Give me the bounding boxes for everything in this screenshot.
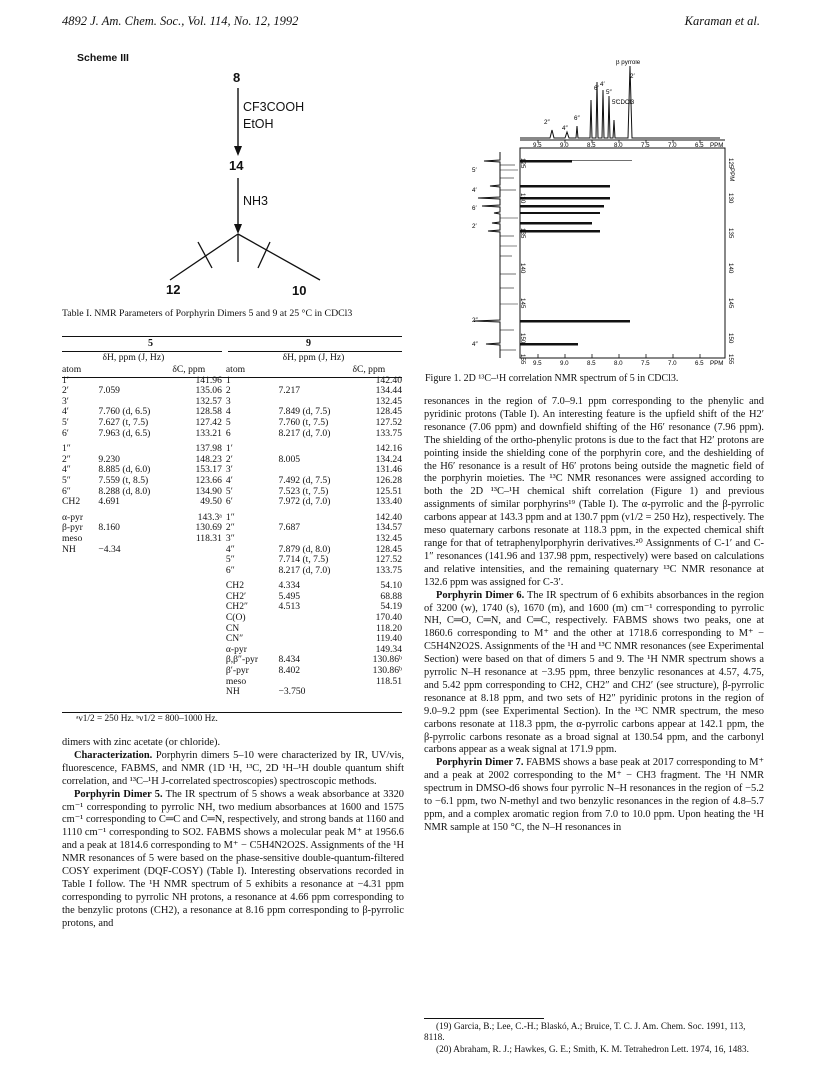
table-cell xyxy=(276,613,350,624)
table-cell xyxy=(60,645,96,656)
table-cell xyxy=(96,655,170,666)
scheme-number-mid: 14 xyxy=(229,158,244,173)
figure-y-tick-right: 150 xyxy=(727,333,734,344)
table-cell: 5″ xyxy=(225,554,235,566)
scheme-group: NH3 xyxy=(243,194,269,208)
table-cell: 4″ xyxy=(225,543,235,555)
scheme-number-right: 10 xyxy=(292,283,307,298)
table-cell: 5″ xyxy=(62,474,71,486)
scheme-reagent-2: EtOH xyxy=(243,117,274,131)
table-cell: 7.849 (d, 7.5) xyxy=(278,406,331,418)
table-cell xyxy=(170,687,224,698)
table-top-rule xyxy=(62,336,402,337)
figure-y-tick-right: 155 xyxy=(727,354,734,365)
left-p2-head: Characterization. xyxy=(74,749,153,761)
table-cell: 118.51 xyxy=(375,675,402,687)
figure-y-unit-right: PPM xyxy=(728,168,735,182)
table-cell: 49.50 xyxy=(200,496,222,508)
figure-x-tick-bottom: 9.0 xyxy=(560,360,569,365)
header-atom-9: atom xyxy=(225,364,246,375)
table-header-row xyxy=(60,353,404,376)
table-row xyxy=(60,566,404,577)
table-cell: 143.3ᵃ xyxy=(197,511,222,523)
header-dc-9: δC, ppm xyxy=(352,364,386,375)
table-cell: 118.20 xyxy=(375,622,402,634)
figure-x-tick-bottom: 8.5 xyxy=(587,360,596,365)
table-cell: 8.885 (d, 6.0) xyxy=(98,464,151,476)
table-cell: 130.86ᵇ xyxy=(372,654,402,666)
running-header-left: 4892 J. Am. Chem. Soc., Vol. 114, No. 12, 1992 xyxy=(62,14,299,28)
table-cell: 2″ xyxy=(62,453,71,465)
table-cell xyxy=(276,634,350,645)
scheme-branch-diagram xyxy=(150,230,340,290)
right-column-text xyxy=(424,396,764,835)
figure-label-beta-pyrrole: β pyrrole xyxy=(616,60,641,66)
figure-left-peak-label: 2″ xyxy=(472,317,478,324)
table-cell xyxy=(170,677,224,688)
figure-peak-label: 2′ xyxy=(630,73,635,80)
figure-x-tick-bottom: 8.0 xyxy=(614,360,623,365)
figure-y-tick-right: 125 xyxy=(727,158,734,169)
scheme-reagent-1: CF3COOH xyxy=(243,100,305,114)
figure-left-peak-label: 5′ xyxy=(472,167,477,174)
figure-peak-label: 5′ xyxy=(612,99,617,106)
table-cell: 8.434 xyxy=(278,654,301,666)
table-cell: 5′ xyxy=(225,485,233,497)
table-cell: CN″ xyxy=(225,633,244,645)
table-cell: 5′ xyxy=(62,416,69,428)
table-cell: 6″ xyxy=(225,564,235,576)
figure-2d-nmr-spectrum xyxy=(470,60,750,365)
table-cell: 2 xyxy=(225,385,231,397)
header-dh-9: δH, ppm (J, Hz) xyxy=(282,352,345,363)
table-cell: 2′ xyxy=(62,385,69,397)
table-cell: β-pyr xyxy=(62,522,83,534)
table-cell: 170.40 xyxy=(375,612,402,624)
table-cell xyxy=(60,602,96,613)
left-column-text xyxy=(62,737,404,931)
table-cell: 127.52 xyxy=(375,416,402,428)
table-cell: 6″ xyxy=(62,485,71,497)
table-cell: 128.58 xyxy=(195,406,222,418)
footnote-rule xyxy=(424,1018,544,1019)
table-cell xyxy=(276,534,350,545)
figure-peak-label: 2″ xyxy=(544,119,550,126)
table-cell xyxy=(96,602,170,613)
table-cell: −3.750 xyxy=(278,686,306,698)
table-cell xyxy=(60,677,96,688)
table-cell: 128.45 xyxy=(375,543,402,555)
table-cell: CH2″ xyxy=(225,601,249,613)
table-cell: 7.760 (t, 7.5) xyxy=(278,416,329,428)
table-cell: 149.34 xyxy=(375,643,402,655)
figure-x-tick-top: 7.5 xyxy=(641,142,650,149)
table-cell: 142.40 xyxy=(375,374,402,386)
table-cell: 135.06 xyxy=(195,385,222,397)
table-cell: 1 xyxy=(225,374,231,386)
figure-peak-label: 5″ xyxy=(606,89,612,96)
nmr-table xyxy=(60,353,404,698)
table-cell: 7.687 xyxy=(278,522,301,534)
right-p3-head: Porphyrin Dimer 7. xyxy=(436,757,524,769)
table-cell xyxy=(170,634,224,645)
table-cell: 8.160 xyxy=(98,522,120,534)
table-cell: meso xyxy=(225,675,247,687)
table-cell: 1″ xyxy=(62,443,71,455)
table-cell: 7.492 (d, 7.5) xyxy=(278,474,331,486)
table-cell: 125.51 xyxy=(375,485,402,497)
table-cell xyxy=(170,592,224,603)
cross-peaks xyxy=(520,160,632,346)
table-cell xyxy=(60,655,96,666)
table-cell: 7.559 (t, 8.5) xyxy=(98,474,149,486)
scheme-title: Scheme III xyxy=(77,52,129,64)
table-cell: 4′ xyxy=(225,474,233,486)
table-cell: 2″ xyxy=(225,522,235,534)
table-cell: −4.34 xyxy=(98,543,121,555)
table-cell xyxy=(60,687,96,698)
table-cell: 134.90 xyxy=(195,485,222,497)
table-cell xyxy=(96,555,170,566)
left-p3 xyxy=(62,789,404,931)
figure-y-tick-inner: 130 xyxy=(519,193,526,204)
table-cell: 4″ xyxy=(62,464,71,476)
figure-y-tick-right: 145 xyxy=(727,298,734,309)
table-cell xyxy=(96,613,170,624)
table-cell: 9.230 xyxy=(98,453,120,465)
table-cell xyxy=(60,566,96,577)
table-cell: 132.45 xyxy=(375,395,402,407)
table-cell: 133.40 xyxy=(375,496,402,508)
figure-peak-label: 4″ xyxy=(562,125,568,132)
figure-x-unit-top: PPM xyxy=(710,142,724,149)
header-dc-5: δC, ppm xyxy=(172,364,206,375)
table-cell xyxy=(60,592,96,603)
footnote-19: (19) Garcia, B.; Lee, C.-H.; Blaskó, A.; Bruice, T. C. J. Am. Chem. Soc. 1991, 113, 8118. xyxy=(424,1022,746,1044)
table-cell: 148.23 xyxy=(195,453,222,465)
right-p2-body: The IR spectrum of 6 exhibits absorbances in the region of 3200 (w), 1740 (s), 1670 (m), and 1600 (m) cm⁻¹ corresponding to pyrrolic NH, C═O, C═N, and C═C, respectively. FABMS shows two peaks, one at 1860.6 corresponding to M⁺ and the other at 1718.6 corresponding to M⁺ − C5H4N2O2S. Assignments of the ¹H and ¹³C NMR resonances (see Experimental Section) were based on that of dimers 5 and 9. The ¹H NMR spectrum shows a pyrrolic N–H resonance at −3.95 ppm, three benzylic resonances at 4.57, 4.75, and 5.42 ppm corresponding to CH2, CH2″ and CH2′ (see structure), β-pyrrolic resonance at 8.18 ppm, and two sets of H2″ pyridinic protons in the region of 9.0–9.2 ppm (see Experimental Section). In the ¹³C NMR spectrum, the meso carbons resonate at 118.3 ppm, the α-pyrrolic carbons appear at 142.1 ppm, the β-pyrrolic carbons resonate as a broad signal at 130.54 ppm, and the carbonyl carbons appear as a weak signal at 171.9 ppm. xyxy=(424,589,764,756)
figure-x-tick-bottom: 6.5 xyxy=(695,360,704,365)
right-p2 xyxy=(424,590,764,758)
table-cell: 8.402 xyxy=(278,665,301,677)
table-cell: 137.98 xyxy=(195,443,222,455)
figure-left-peak-label: 2′ xyxy=(472,223,477,230)
table-cell: 130.86ᵇ xyxy=(372,665,402,677)
figure-y-tick-right: 130 xyxy=(727,193,734,204)
figure-y-tick-right: 135 xyxy=(727,228,734,239)
scheme-number-top: 8 xyxy=(233,70,241,85)
table-cell: 5 xyxy=(225,416,231,428)
table-cell: β,β″-pyr xyxy=(225,654,259,666)
table-cell xyxy=(170,655,224,666)
scheme-number-left: 12 xyxy=(166,282,181,297)
table-cell: 68.88 xyxy=(380,590,402,602)
figure-x-tick-bottom: 7.5 xyxy=(641,360,650,365)
figure-peak-label: 4′ xyxy=(600,81,605,88)
table-cell: 54.19 xyxy=(380,601,402,613)
table-row xyxy=(60,476,404,487)
figure-x-tick-top: 9.0 xyxy=(560,142,569,149)
right-p3 xyxy=(424,757,764,834)
figure-y-tick-right: 140 xyxy=(727,263,734,274)
table-cell: CH2 xyxy=(62,496,81,508)
table-cell xyxy=(170,645,224,656)
table-cell xyxy=(60,624,96,635)
table-cell: 7.217 xyxy=(278,385,301,397)
figure-x-tick-top: 8.0 xyxy=(614,142,623,149)
table-cell: 6′ xyxy=(62,427,69,439)
table-cell xyxy=(96,581,170,592)
table-cell: 133.75 xyxy=(375,564,402,576)
table-cell: CN xyxy=(225,622,240,634)
table-cell: 54.10 xyxy=(380,580,402,592)
table-cell xyxy=(170,545,224,556)
table-cell xyxy=(96,534,170,545)
table-cell: 7.972 (d, 7.0) xyxy=(278,496,331,508)
table-cell: 134.44 xyxy=(375,385,402,397)
table-cell xyxy=(276,624,350,635)
table-cell: 7.627 (t, 7.5) xyxy=(98,416,149,428)
table-cell: 134.57 xyxy=(375,522,402,534)
table-cell: 126.28 xyxy=(375,474,402,486)
footnote-20: (20) Abraham, R. J.; Hawkes, G. E.; Smith, K. M. Tetrahedron Lett. 1974, 16, 1483. xyxy=(436,1045,749,1055)
table-cell: 5.495 xyxy=(278,590,301,602)
header-atom-5: atom xyxy=(62,364,82,375)
table-cell xyxy=(96,687,170,698)
table-cell: 6 xyxy=(225,427,231,439)
table-cell: 4.691 xyxy=(98,496,120,508)
left-p3-head: Porphyrin Dimer 5. xyxy=(74,788,163,800)
figure-y-tick-inner: 140 xyxy=(519,263,526,274)
table-cell: 1″ xyxy=(225,511,235,523)
table-cell xyxy=(170,581,224,592)
table-cell: 4′ xyxy=(62,406,69,418)
table-cell: meso xyxy=(62,532,83,544)
table-cell xyxy=(170,613,224,624)
left-p2-body: Porphyrin dimers 5–10 were characterized by IR, UV/vis, fluorescence, FABMS, and NMR (1D ¹H, ¹³C, 2D ¹H–¹H double quantum shift correlation, and ¹³C–¹H J-correlated spectroscopies) spectroscopic methods. xyxy=(62,749,404,787)
table-cell: 3′ xyxy=(62,395,69,407)
table-cell: 3′ xyxy=(225,464,233,476)
figure-x-unit-bottom: PPM xyxy=(710,360,724,365)
table-cell xyxy=(96,624,170,635)
figure-caption: Figure 1. 2D ¹³C–¹H correlation NMR spectrum of 5 in CDCl3. xyxy=(425,373,679,384)
table-cell xyxy=(170,566,224,577)
table-cell: CH2′ xyxy=(225,590,247,602)
table-cell: NH xyxy=(225,686,240,698)
table-cell: 132.45 xyxy=(375,532,402,544)
table-cell: 8.005 xyxy=(278,453,301,465)
figure-left-peak-label: 4′ xyxy=(472,187,477,194)
table-cell: 7.879 (d, 8.0) xyxy=(278,543,331,555)
table-cell: 133.75 xyxy=(375,427,402,439)
figure-peak-label: 6′ xyxy=(594,85,599,92)
table-cell: 142.16 xyxy=(375,443,402,455)
table-cell xyxy=(96,666,170,677)
table-cell: 8.217 (d, 7.0) xyxy=(278,564,331,576)
figure-y-tick-inner: 135 xyxy=(519,228,526,239)
table-cell xyxy=(60,666,96,677)
table-cell: 118.31 xyxy=(195,532,222,544)
table-cell: 132.57 xyxy=(195,395,222,407)
table-cell: NH xyxy=(62,543,76,555)
table-cell: 1′ xyxy=(225,443,233,455)
table-cell xyxy=(96,566,170,577)
table-cell xyxy=(60,613,96,624)
left-p2 xyxy=(62,750,404,789)
table-cell: 128.45 xyxy=(375,406,402,418)
table-cell: 7.714 (t, 7.5) xyxy=(278,554,329,566)
right-p3-body: FABMS shows a base peak at 2017 corresponding to M⁺ and a peak at 2002 corresponding to the M⁺ − CH3 fragment. The ¹H NMR spectrum in DMSO-d6 shows four pyrrolic N–H resonances in the region of −5.2 to −6.1 ppm, two N-methyl and two benzylic resonances in the region of 4.8–5.7 ppm, and a complex aromatic region from 7.0 to 10.0 ppm. Upon heating the ¹H NMR sample at 150 °C, the N–H resonances in xyxy=(424,757,764,833)
figure-y-tick-inner: 125 xyxy=(519,158,526,169)
table-bottom-rule xyxy=(62,712,402,713)
table-cell xyxy=(170,666,224,677)
table-cell: 7.760 (d, 6.5) xyxy=(98,406,151,418)
table-header-rule xyxy=(62,377,402,378)
table-caption: Table I. NMR Parameters of Porphyrin Dimers 5 and 9 at 25 °C in CDCl3 xyxy=(62,308,353,319)
table-row xyxy=(60,497,404,508)
table-cell xyxy=(60,634,96,645)
right-p2-head: Porphyrin Dimer 6. xyxy=(436,589,525,601)
table-row xyxy=(60,386,404,397)
table-cell: 7.963 (d, 6.5) xyxy=(98,427,151,439)
table-cell: 2′ xyxy=(225,453,233,465)
figure-carbon-trace xyxy=(474,152,500,358)
table-cell: 8.288 (d, 8.0) xyxy=(98,485,151,497)
table-cell: 133.21 xyxy=(195,427,222,439)
table-cell: 3 xyxy=(225,395,231,407)
figure-x-tick-top: 7.0 xyxy=(668,142,677,149)
table-row xyxy=(60,418,404,429)
table-cell: 6′ xyxy=(225,496,233,508)
figure-x-tick-bottom: 7.0 xyxy=(668,360,677,365)
table-cell xyxy=(96,592,170,603)
table-cell: 153.17 xyxy=(195,464,222,476)
table-cell: 123.66 xyxy=(195,474,222,486)
table-row xyxy=(60,534,404,545)
table-cell: 3″ xyxy=(225,532,235,544)
table-cell: α-pyr xyxy=(62,511,84,523)
table-cell xyxy=(170,602,224,613)
table-cell: 119.40 xyxy=(375,633,402,645)
table-cell: CH2 xyxy=(225,580,245,592)
figure-y-tick-inner: 155 xyxy=(519,354,526,365)
table-cell xyxy=(96,677,170,688)
table-row xyxy=(60,429,404,440)
header-dh-5: δH, ppm (J, Hz) xyxy=(102,352,165,363)
table-cell xyxy=(350,687,404,698)
table-cell xyxy=(60,581,96,592)
table-row xyxy=(60,687,404,698)
left-p3-body: The IR spectrum of 5 shows a weak absorbance at 3320 cm⁻¹ corresponding to pyrrolic NH, two medium absorbances at 1600 and 1575 cm⁻¹ corresponding to C═C and C═N, respectively, and strong bands at 1160 and 1110 cm⁻¹ corresponding to SO2. FABMS shows a molecular peak M⁺ at 1956.6 and a peak at 1814.6 corresponding to M⁺ − C5H4N2O2S. Assignments of the ¹H NMR resonances of 5 were based on the phase-sensitive double-quantum-filtered COSY experiment (DQF-COSY) (Table I). Interesting observations recorded in Table I follow. The ¹H NMR spectrum of 5 exhibits a resonance at −4.31 ppm corresponding to pyrrolic NH protons, a resonance at 4.66 ppm corresponding to the benzylic protons (CH2), a resonance at 8.16 ppm corresponding to β-pyrrolic protons, and xyxy=(62,788,404,929)
running-header-right: Karaman et al. xyxy=(684,14,760,28)
table-cell xyxy=(60,555,96,566)
table-cell: 8.217 (d, 7.0) xyxy=(278,427,331,439)
table-cell: 4.334 xyxy=(278,580,301,592)
table-cell: 134.24 xyxy=(375,453,402,465)
table-cell: 127.42 xyxy=(195,416,222,428)
table-cell: 4.513 xyxy=(278,601,301,613)
figure-label-cdcl3: CDCl3 xyxy=(616,99,635,106)
table-footnote: ᵃν1/2 = 250 Hz. ᵇν1/2 = 800–1000 Hz. xyxy=(76,714,218,724)
table-group-right: 9 xyxy=(306,338,311,349)
table-cell: 1′ xyxy=(62,374,69,386)
table-cell: 127.52 xyxy=(375,554,402,566)
table-cell xyxy=(170,555,224,566)
figure-y-tick-inner: 145 xyxy=(519,298,526,309)
table-cell: 142.40 xyxy=(375,511,402,523)
table-cell xyxy=(96,634,170,645)
table-cell: 7.523 (t, 7.5) xyxy=(278,485,329,497)
table-cell xyxy=(96,645,170,656)
figure-peak-label: 6″ xyxy=(574,115,580,122)
table-cell: 7.059 xyxy=(98,385,120,397)
table-cell: 141.96 xyxy=(195,374,222,386)
table-cell: 130.69 xyxy=(195,522,222,534)
figure-y-tick-inner: 150 xyxy=(519,333,526,344)
table-cell xyxy=(170,624,224,635)
figure-left-peak-label: 6′ xyxy=(472,205,477,212)
table-cell: 4 xyxy=(225,406,231,418)
table-cell: β′-pyr xyxy=(225,665,249,677)
figure-x-tick-top: 8.5 xyxy=(587,142,596,149)
figure-x-tick-bottom: 9.5 xyxy=(533,360,542,365)
figure-x-tick-top: 6.5 xyxy=(695,142,704,149)
figure-x-tick-top: 9.5 xyxy=(533,142,542,149)
table-cell: 131.46 xyxy=(375,464,402,476)
right-p1: resonances in the region of 7.0–9.1 ppm corresponding to the phenylic and pyridinic protons (Table I). An interesting feature is the upfield shift of the H2′ resonance (7.06 ppm) and downfield shifting of the H6′ resonance (7.96 ppm). The shielding of the ortho-phenylic protons is due to the fact that H2′ protons are pointing inside the shielding cone of the porphyrin core, and the deshielding of the H6′ resonance is a result of H6′ protons being outside the magnetic field of the porphyrin moieties. The ¹³C NMR resonances were assigned according to both the 2D ¹³C–¹H chemical shift correlation (Figure 1) and previous assignments of similar porphyrins¹⁹ (Table I). The α-pyrrolic and the β-pyrrolic carbons appear at 143.3 ppm and at 130.7 ppm (ν1/2 = 250 Hz), respectively. The meso quaternary carbons resonate at 118.3 ppm, in the expected chemical shift range for that of tetraphenylporphyrin derivatives.²⁰ Assignments of C-1′ and C-1″ resonances (141.96 and 137.98 ppm, respectively) were based on calculations and relative intensities, and the remaining quaternary ¹³C NMR resonance at 132.6 ppm was assigned for C-3′. xyxy=(424,396,764,588)
left-p1: dimers with zinc acetate (or chloride). xyxy=(62,737,221,748)
figure-left-peak-label: 4″ xyxy=(472,341,478,348)
table-cell: C(O) xyxy=(225,612,246,624)
table-cell: α-pyr xyxy=(225,643,247,655)
table-group-left: 5 xyxy=(148,338,153,349)
